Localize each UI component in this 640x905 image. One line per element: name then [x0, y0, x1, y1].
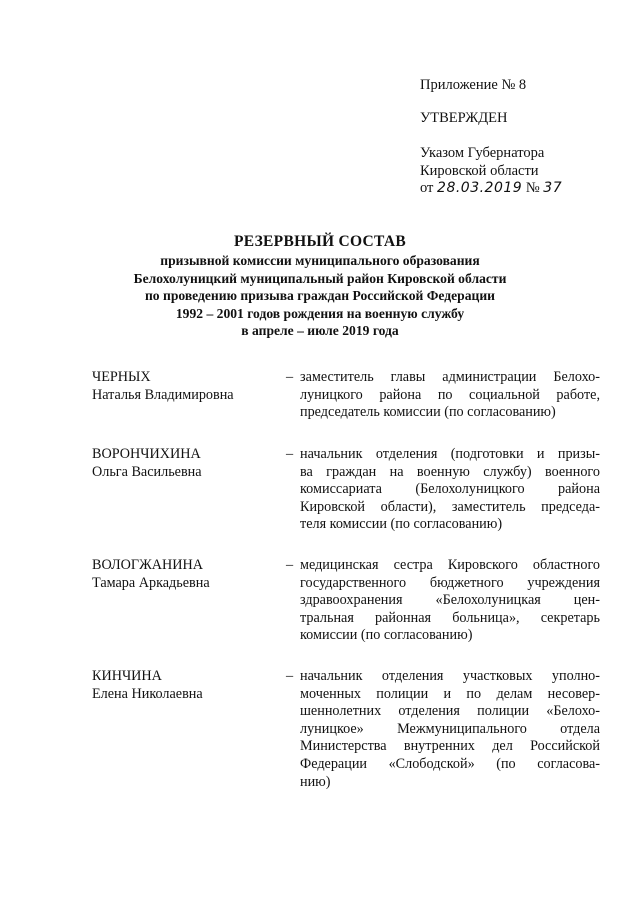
- role-line: Министерства внутренних дел Российской: [300, 738, 600, 755]
- decree-date-line: [420, 179, 562, 197]
- member-name: [92, 557, 282, 592]
- role-line: заместитель главы администрации Белохо-: [300, 369, 600, 385]
- member-role: [300, 557, 600, 645]
- title-block: [0, 232, 640, 340]
- role-line: начальник отделения участковых уполно-: [300, 668, 600, 684]
- member-given-name: Ольга Васильевна: [92, 463, 202, 480]
- role-line: луницкого района по социальной работе,: [300, 386, 600, 403]
- member-role: [300, 369, 600, 422]
- role-line: председатель комиссии (по согласованию): [300, 404, 556, 421]
- member-surname: ВОРОНЧИХИНА: [92, 446, 201, 462]
- role-line: Федерации «Слободской» (по согласова-: [300, 755, 600, 772]
- role-line: тральная районная больница», секретарь: [300, 609, 600, 626]
- appendix-label: Приложение № 8: [420, 77, 527, 93]
- member-surname: КИНЧИНА: [92, 668, 162, 684]
- role-line: Кировской области), заместитель председа-: [300, 498, 600, 515]
- role-line: моченных полиции и по делам несовер-: [300, 685, 600, 702]
- decree-label: Указом Губернатора: [420, 145, 545, 161]
- title-line: 1992 – 2001 годов рождения на военную службу: [175, 305, 465, 321]
- dash-separator: –: [286, 557, 294, 573]
- handwritten-date: 28.03.2019: [437, 180, 523, 196]
- role-line: здравоохранения «Белохолуницкая цен-: [300, 592, 600, 609]
- member-name: [92, 446, 282, 481]
- role-line: медицинская сестра Кировского областного: [300, 557, 600, 573]
- member-given-name: Тамара Аркадьевна: [92, 574, 210, 591]
- role-line: шеннолетних отделения полиции «Белохо-: [300, 703, 600, 720]
- document-title: РЕЗЕРВНЫЙ СОСТАВ: [233, 233, 407, 250]
- role-line: комиссии (по согласованию): [300, 627, 473, 644]
- title-line: по проведению призыва граждан Российской Федерации: [144, 288, 496, 303]
- member-given-name: Елена Николаевна: [92, 685, 203, 702]
- handwritten-number: 37: [543, 180, 563, 196]
- role-line: ва граждан на военную службу) военного: [300, 463, 600, 480]
- member-surname: ЧЕРНЫХ: [92, 369, 151, 385]
- role-line: начальник отделения (подготовки и призы-: [300, 446, 600, 462]
- member-role: [300, 668, 600, 791]
- title-line: Белохолуницкий муниципальный район Кировской области: [133, 270, 507, 286]
- role-line: нию): [300, 773, 331, 790]
- role-line: теля комиссии (по согласованию): [300, 516, 503, 533]
- date-prefix: от: [420, 180, 434, 196]
- dash-separator: –: [286, 668, 294, 684]
- title-line: призывной комиссии муниципального образования: [160, 253, 480, 268]
- role-line: государственного бюджетного учреждения: [300, 574, 600, 591]
- member-name: [92, 668, 282, 703]
- role-line: луницкое» Межмуниципального отдела: [300, 720, 600, 737]
- number-prefix: №: [525, 180, 540, 196]
- member-surname: ВОЛОГЖАНИНА: [92, 557, 204, 573]
- dash-separator: –: [286, 446, 294, 462]
- member-role: [300, 446, 600, 534]
- member-name: [92, 369, 282, 404]
- approved-label: УТВЕРЖДЕН: [420, 110, 508, 126]
- member-given-name: Наталья Владимировна: [92, 386, 234, 403]
- title-line: в апреле – июле 2019 года: [241, 323, 399, 338]
- region-label: Кировской области: [420, 163, 539, 179]
- dash-separator: –: [286, 369, 294, 385]
- role-line: комиссариата (Белохолуницкого района: [300, 481, 600, 498]
